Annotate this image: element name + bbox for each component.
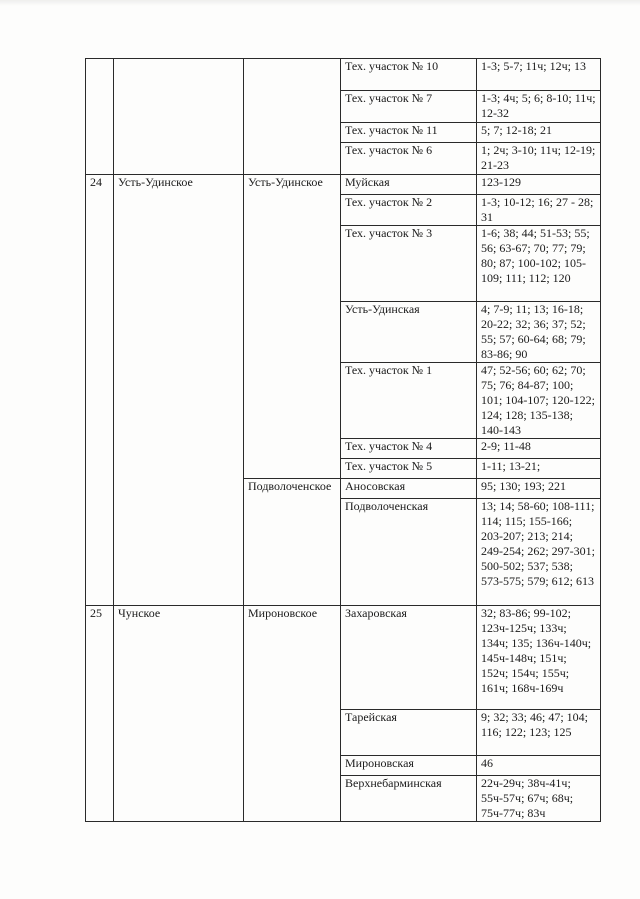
quarter-list: 4; 7-9; 11; 13; 16-18; 20-22; 32; 36; 37; 52; 55; 57; 60-64; 68; 79; 83-86; 90 (477, 302, 601, 363)
table-row (86, 59, 601, 91)
forest-name: Тех. участок № 5 (341, 459, 477, 479)
district-name: Усть-Удинское (114, 175, 244, 606)
forest-name: Тех. участок № 10 (341, 59, 477, 91)
forest-name: Аносовская (341, 479, 477, 499)
quarter-list: 2-9; 11-48 (477, 439, 601, 459)
subdivision-name: Усть-Удинское (244, 175, 341, 479)
cell-subdivision-empty (244, 59, 341, 175)
quarter-list: 1-3; 10-12; 16; 27 - 28; 31 (477, 195, 601, 226)
quarter-list: 5; 7; 12-18; 21 (477, 123, 601, 143)
quarter-list: 1; 2ч; 3-10; 11ч; 12-19; 21-23 (477, 143, 601, 175)
quarter-list: 1-3; 4ч; 5; 6; 8-10; 11ч; 12-32 (477, 91, 601, 123)
forest-name: Тех. участок № 4 (341, 439, 477, 459)
forest-name: Тех. участок № 3 (341, 226, 477, 302)
forest-name: Усть-Удинская (341, 302, 477, 363)
forest-name: Подволоченская (341, 499, 477, 606)
scan-edge (0, 0, 640, 6)
table-row (86, 606, 601, 710)
quarter-list: 1-6; 38; 44; 51-53; 55; 56; 63-67; 70; 77; 79; 80; 87; 100-102; 105-109; 111; 112; 120 (477, 226, 601, 302)
forestry-table (85, 58, 601, 822)
cell-no-empty (86, 59, 114, 175)
forest-name: Тарейская (341, 710, 477, 756)
quarter-list: 32; 83-86; 99-102; 123ч-125ч; 133ч; 134ч; 135; 136ч-140ч; 145ч-148ч; 151ч; 152ч; 154ч; 155ч; 161ч; 168ч-169ч (477, 606, 601, 710)
quarter-list: 9; 32; 33; 46; 47; 104; 116; 122; 123; 125 (477, 710, 601, 756)
forest-name: Тех. участок № 11 (341, 123, 477, 143)
forest-name: Верхнебарминская (341, 776, 477, 822)
subdivision-name: Мироновское (244, 606, 341, 822)
forest-name: Тех. участок № 6 (341, 143, 477, 175)
cell-district-empty (114, 59, 244, 175)
forest-name: Тех. участок № 7 (341, 91, 477, 123)
forest-name: Тех. участок № 1 (341, 363, 477, 439)
forest-name: Захаровская (341, 606, 477, 710)
quarter-list: 22ч-29ч; 38ч-41ч; 55ч-57ч; 67ч; 68ч; 75ч-77ч; 83ч (477, 776, 601, 822)
district-name: Чунское (114, 606, 244, 822)
quarter-list: 1-3; 5-7; 11ч; 12ч; 13 (477, 59, 601, 91)
subdivision-name: Подволоченское (244, 479, 341, 606)
district-number: 24 (86, 175, 114, 606)
quarter-list: 13; 14; 58-60; 108-111; 114; 115; 155-166; 203-207; 213; 214; 249-254; 262; 297-301; 500-502; 537; 538; 573-575; 579; 612; 613 (477, 499, 601, 606)
district-number: 25 (86, 606, 114, 822)
forest-name: Муйская (341, 175, 477, 195)
quarter-list: 1-11; 13-21; (477, 459, 601, 479)
quarter-list: 95; 130; 193; 221 (477, 479, 601, 499)
quarter-list: 123-129 (477, 175, 601, 195)
forest-name: Тех. участок № 2 (341, 195, 477, 226)
quarter-list: 46 (477, 756, 601, 776)
quarter-list: 47; 52-56; 60; 62; 70; 75; 76; 84-87; 100; 101; 104-107; 120-122; 124; 128; 135-138; 140-143 (477, 363, 601, 439)
table-row (86, 175, 601, 195)
forest-name: Мироновская (341, 756, 477, 776)
